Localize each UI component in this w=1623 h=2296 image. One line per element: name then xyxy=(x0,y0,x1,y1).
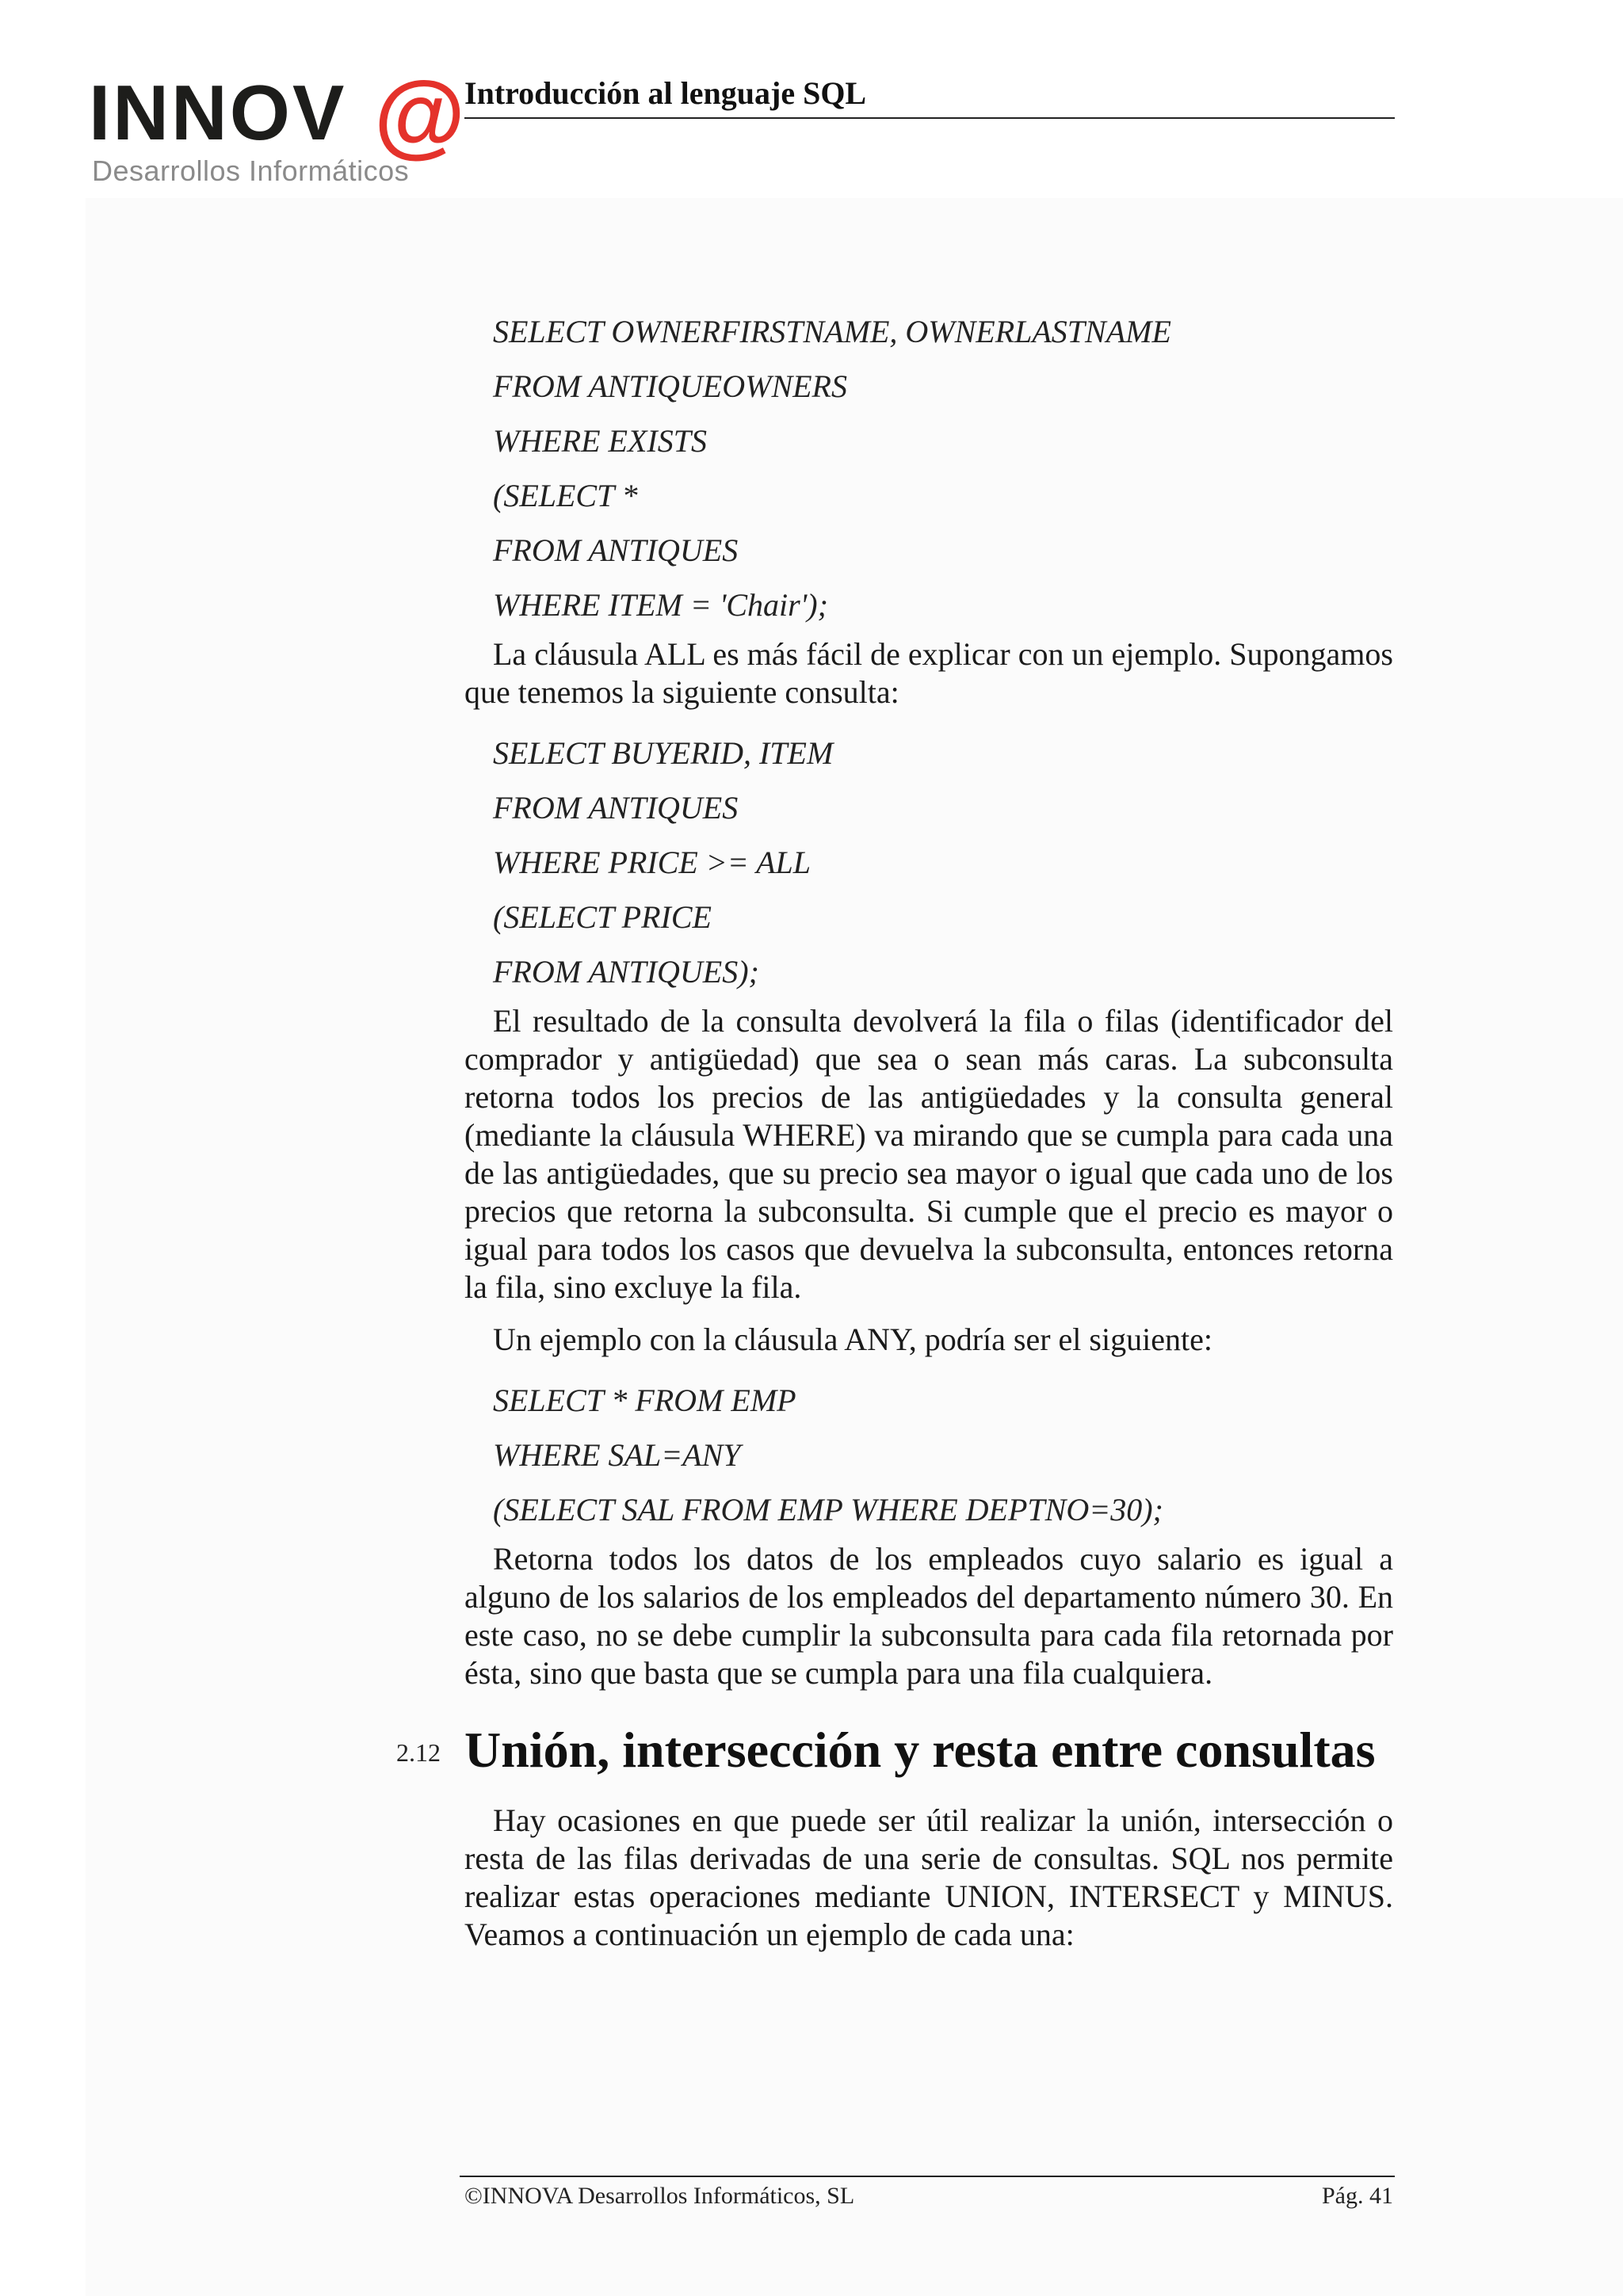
code-line: FROM ANTIQUEOWNERS xyxy=(493,368,847,404)
paragraph-all-intro: La cláusula ALL es más fácil de explicar con un ejemplo. Supongamos que tenemos la siguiente consulta: xyxy=(464,636,1393,710)
code-line: FROM ANTIQUES xyxy=(493,790,739,826)
section-heading xyxy=(396,1719,1393,1781)
code-line: WHERE PRICE >= ALL xyxy=(493,845,811,880)
logo-at-symbol: @ xyxy=(374,63,466,167)
section-title: Unión, intersección y resta entre consultas xyxy=(464,1722,1376,1778)
paragraph-any-explanation: Retorna todos los datos de los empleados cuyo salario es igual a alguno de los salarios de los empleados del departamento número 30. En este caso, no se debe cumplir la subconsulta para cada fila retornada por ésta, sino que basta que se cumpla para una fila cualquiera. xyxy=(464,1541,1393,1691)
paragraph-set-operations: Hay ocasiones en que puede ser útil realizar la unión, intersección o resta de las filas derivadas de una serie de consultas. SQL nos permite realizar estas operaciones mediante UNION, INTERSECT y MINUS. Veamos a continuación un ejemplo de cada una: xyxy=(464,1802,1393,1952)
code-line: FROM ANTIQUES); xyxy=(493,954,759,990)
code-line: SELECT * FROM EMP xyxy=(493,1383,796,1418)
code-line: (SELECT PRICE xyxy=(493,899,712,935)
running-header-title: Introducción al lenguaje SQL xyxy=(464,75,867,111)
code-line: FROM ANTIQUES xyxy=(493,532,739,568)
code-line: SELECT OWNERFIRSTNAME, OWNERLASTNAME xyxy=(493,314,1171,349)
paragraph-all-explanation: El resultado de la consulta devolverá la fila o filas (identificador del comprador y antigüedad) que sea o sean más caras. La subconsulta retorna todos los precios de las antigüedades y la consulta general (mediante la cláusula WHERE) va mirando que se cumpla para cada una de las antigüedades, que su precio sea mayor o igual que cada uno de los precios que retorna la subconsulta. Si cumple que el precio es mayor o igual para todos los casos que devuelva la subconsulta, entonces retorna la fila, sino excluye la fila. xyxy=(464,1003,1393,1305)
code-line: (SELECT SAL FROM EMP WHERE DEPTNO=30); xyxy=(493,1492,1163,1527)
logo-wordmark: INNOV xyxy=(89,69,347,156)
code-line: WHERE EXISTS xyxy=(493,423,707,459)
code-block-all xyxy=(464,726,1393,999)
code-line: WHERE SAL=ANY xyxy=(493,1437,741,1473)
code-block-exists xyxy=(464,304,1393,632)
page-content xyxy=(396,304,1393,1968)
footer-divider xyxy=(460,2176,1395,2177)
section-number: 2.12 xyxy=(396,1738,441,1767)
code-block-any xyxy=(464,1373,1393,1537)
company-logo xyxy=(89,63,466,192)
code-line: WHERE ITEM = 'Chair'); xyxy=(493,587,828,623)
paragraph-any-intro: Un ejemplo con la cláusula ANY, podría ser el siguiente: xyxy=(493,1322,1212,1357)
header-divider xyxy=(464,117,1395,119)
footer-copyright: ©INNOVA Desarrollos Informáticos, SL xyxy=(464,2183,855,2209)
logo-tagline: Desarrollos Informáticos xyxy=(92,154,410,187)
code-line: (SELECT * xyxy=(493,478,638,513)
code-line: SELECT BUYERID, ITEM xyxy=(493,735,834,771)
page-number: Pág. 41 xyxy=(1322,2183,1393,2209)
